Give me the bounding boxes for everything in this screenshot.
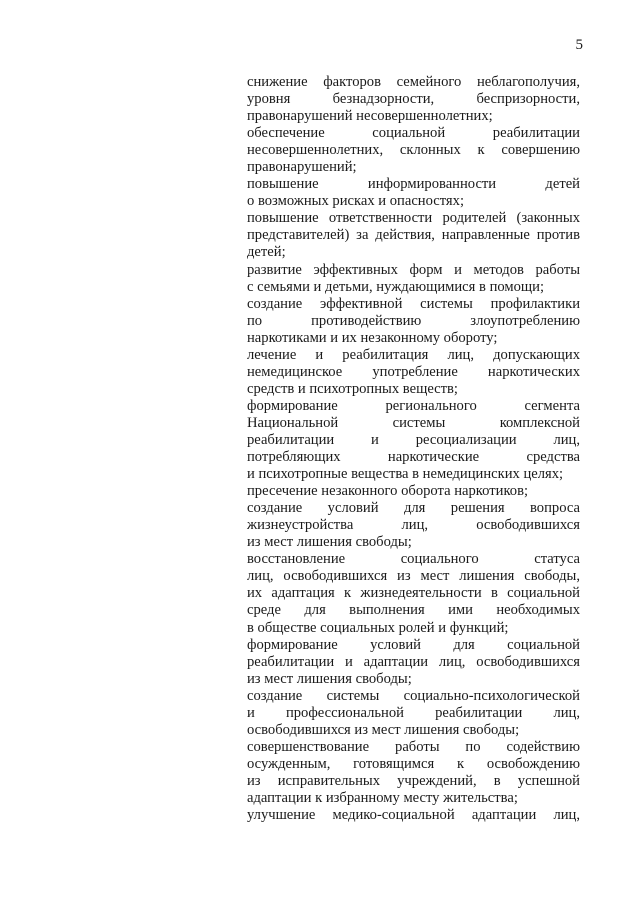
text-line: развитие эффективных форм и методов работы — [247, 261, 580, 278]
text-line: совершенствование работы по содействию — [247, 738, 580, 755]
text-line: улучшение медико-социальной адаптации лиц, — [247, 807, 580, 824]
text-line: адаптации к избранному месту жительства; — [247, 789, 518, 806]
text-line: жизнеустройства лиц, освободившихся — [247, 517, 580, 534]
text-line: реабилитации и адаптации лиц, освободившихся — [247, 653, 580, 670]
text-line: несовершеннолетних, склонных к совершению — [247, 142, 580, 159]
text-line: наркотиками и их незаконному обороту; — [247, 329, 498, 346]
text-line: по противодействию злоупотреблению — [247, 312, 580, 329]
list-item — [247, 347, 580, 398]
text-line: с семьями и детьми, нуждающимися в помощи; — [247, 278, 545, 295]
list-item — [247, 296, 580, 347]
text-line: создание системы социально-психологической — [247, 687, 580, 704]
text-line: создание условий для решения вопроса — [247, 500, 580, 517]
text-line: формирование регионального сегмента — [247, 397, 580, 414]
text-line: потребляющих наркотические средства — [247, 449, 580, 466]
text-line: пресечение незаконного оборота наркотиков; — [247, 483, 529, 500]
list-item — [247, 74, 580, 125]
text-line: о возможных рисках и опасностях; — [247, 193, 464, 210]
page-number: 5 — [575, 37, 583, 53]
text-line: повышение ответственности родителей (законных — [247, 210, 580, 227]
list-item — [247, 398, 580, 483]
list-item — [247, 210, 580, 261]
text-line: и психотропные вещества в немедицинских целях; — [247, 466, 564, 483]
text-line: снижение факторов семейного неблагополучия, — [247, 74, 580, 90]
list-item — [247, 176, 580, 210]
text-line: осужденным, готовящимся к освобождению — [247, 755, 580, 772]
list-item — [247, 483, 580, 500]
list-item — [247, 262, 580, 296]
text-line: реабилитации и ресоциализации лиц, — [247, 431, 580, 448]
text-line: из исправительных учреждений, в успешной — [247, 772, 580, 789]
list-item — [247, 125, 580, 176]
text-line: обеспечение социальной реабилитации — [247, 125, 580, 142]
text-line: правонарушений несовершеннолетних; — [247, 108, 493, 125]
text-line: правонарушений; — [247, 159, 357, 176]
document-body — [247, 74, 580, 824]
text-line: из мест лишения свободы; — [247, 534, 412, 551]
list-item — [247, 500, 580, 551]
text-line: лиц, освободившихся из мест лишения свободы, — [247, 568, 580, 585]
text-line: из мест лишения свободы; — [247, 670, 412, 687]
text-line: и профессиональной реабилитации лиц, — [247, 704, 580, 721]
list-item — [247, 739, 580, 807]
text-line: среде для выполнения ими необходимых — [247, 602, 580, 619]
text-line: их адаптация к жизнедеятельности в социальной — [247, 585, 580, 602]
text-line: восстановление социального статуса — [247, 551, 580, 568]
list-item — [247, 551, 580, 636]
text-line: создание эффективной системы профилактики — [247, 295, 580, 312]
list-item — [247, 688, 580, 739]
text-line: детей; — [247, 244, 286, 261]
text-line: лечение и реабилитация лиц, допускающих — [247, 346, 580, 363]
text-line: повышение информированности детей — [247, 176, 580, 193]
list-item — [247, 637, 580, 688]
text-line: в обществе социальных ролей и функций; — [247, 619, 509, 636]
text-line: немедицинское употребление наркотических — [247, 363, 580, 380]
text-line: Национальной системы комплексной — [247, 414, 580, 431]
text-line: средств и психотропных веществ; — [247, 380, 458, 397]
list-item — [247, 807, 580, 824]
text-line: формирование условий для социальной — [247, 636, 580, 653]
text-line: освободившихся из мест лишения свободы; — [247, 721, 520, 738]
text-line: представителей) за действия, направленные против — [247, 227, 580, 244]
text-line: уровня безнадзорности, беспризорности, — [247, 91, 580, 108]
